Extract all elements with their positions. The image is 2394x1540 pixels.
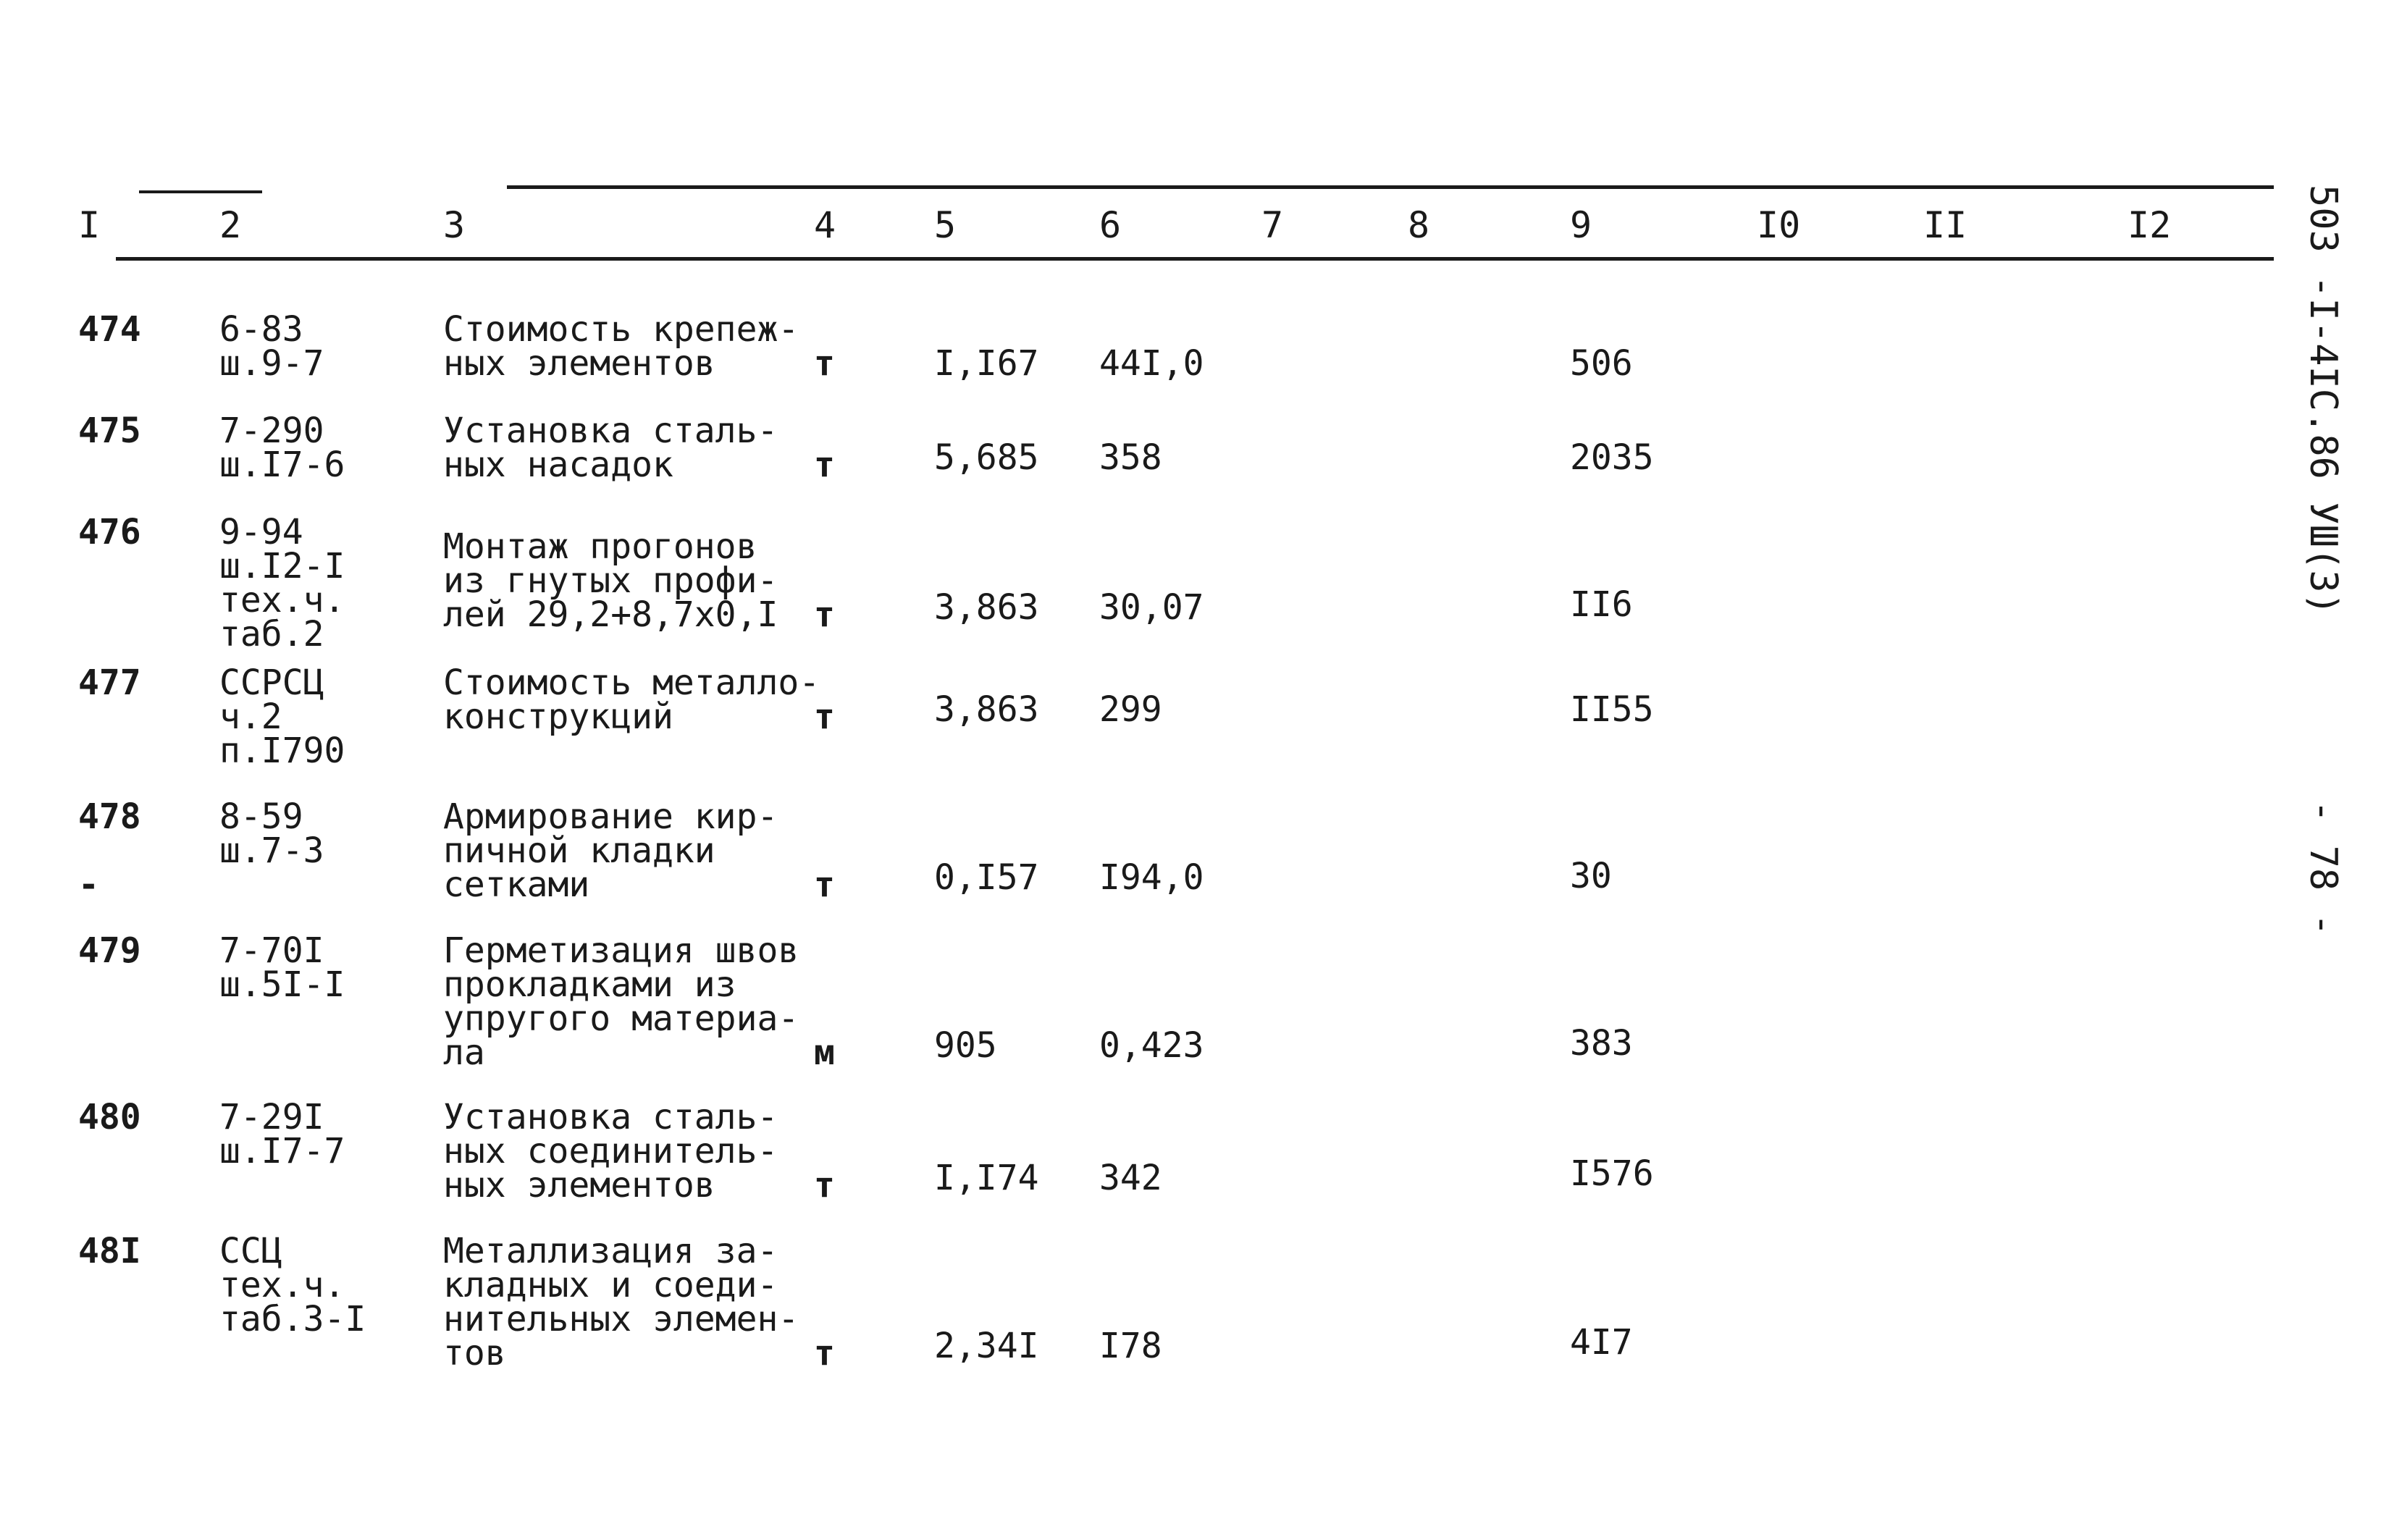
row-number: 474: [78, 309, 141, 350]
total-cost: 2035: [1570, 437, 1654, 478]
rate-code: 7-70I ш.5I-I: [219, 930, 345, 1005]
row-number: 48I: [78, 1231, 141, 1271]
header-col-6: 6: [1099, 204, 1122, 246]
unit-price: I94,0: [1099, 857, 1204, 898]
header-col-12: I2: [2128, 204, 2172, 246]
unit-price: 44I,0: [1099, 343, 1204, 384]
document-code: 503 -I-4IС.86 УШ(3): [2301, 185, 2345, 615]
total-cost: I576: [1570, 1153, 1654, 1194]
header-col-3: 3: [443, 204, 466, 246]
header-bottom-rule: [116, 257, 2274, 261]
top-rule-main: [507, 185, 2274, 189]
unit: т: [814, 1165, 835, 1206]
header-col-4: 4: [814, 204, 836, 246]
work-description: Стоимость крепеж- ных элементов: [443, 309, 799, 384]
top-rule-left: [139, 190, 262, 193]
unit: т: [814, 1333, 835, 1373]
header-col-10: I0: [1757, 204, 1801, 246]
rate-code: ССРСЦ ч.2 п.I790: [219, 662, 345, 771]
work-description: Металлизация за- кладных и соеди- нительных элемен- тов: [443, 1231, 799, 1373]
row-number: 479: [78, 930, 141, 971]
side-margin: [2294, 185, 2346, 981]
header-col-2: 2: [219, 204, 242, 246]
rate-code: ССЦ тех.ч. таб.3-I: [219, 1231, 366, 1339]
header-col-8: 8: [1408, 204, 1430, 246]
page-number: - 78 -: [2301, 800, 2345, 936]
quantity: 5,685: [934, 437, 1039, 478]
quantity: 2,34I: [934, 1326, 1039, 1366]
quantity: 3,863: [934, 587, 1039, 628]
quantity: I,I74: [934, 1158, 1039, 1198]
unit-price: 342: [1099, 1158, 1162, 1198]
row-mark: -: [78, 864, 99, 905]
row-number: 478: [78, 796, 141, 837]
quantity: 905: [934, 1025, 997, 1066]
header-col-5: 5: [934, 204, 957, 246]
unit: т: [814, 445, 835, 485]
total-cost: 30: [1570, 856, 1612, 896]
unit: т: [814, 864, 835, 905]
rate-code: 7-290 ш.I7-6: [219, 411, 345, 485]
row-number: 476: [78, 512, 141, 552]
unit: т: [814, 343, 835, 384]
row-number: 480: [78, 1097, 141, 1137]
work-description: Стоимость металло- конструкций: [443, 662, 820, 737]
total-cost: 383: [1570, 1023, 1633, 1064]
total-cost: 4I7: [1570, 1322, 1633, 1363]
quantity: I,I67: [934, 343, 1039, 384]
work-description: Установка сталь- ных насадок: [443, 411, 778, 485]
unit-price: I78: [1099, 1326, 1162, 1366]
rate-code: 8-59 ш.7-3: [219, 796, 324, 871]
rate-code: 6-83 ш.9-7: [219, 309, 324, 384]
quantity: 0,I57: [934, 857, 1039, 898]
work-description: Установка сталь- ных соединитель- ных элементов: [443, 1097, 778, 1206]
work-description: Герметизация швов прокладками из упругого материа- ла: [443, 930, 799, 1073]
work-description: Монтаж прогонов из гнутых профи- лей 29,2+8,7х0,I: [443, 526, 778, 635]
unit-price: 299: [1099, 689, 1162, 730]
total-cost: II55: [1570, 689, 1654, 730]
row-number: 477: [78, 662, 141, 703]
unit: т: [814, 594, 835, 635]
header-col-9: 9: [1570, 204, 1592, 246]
unit-price: 358: [1099, 437, 1162, 478]
header-col-11: II: [1923, 204, 1967, 246]
unit-price: 30,07: [1099, 587, 1204, 628]
unit: т: [814, 697, 835, 737]
rate-code: 7-29I ш.I7-7: [219, 1097, 345, 1171]
quantity: 3,863: [934, 689, 1039, 730]
work-description: Армирование кир- пичной кладки сетками: [443, 796, 778, 905]
header-col-7: 7: [1261, 204, 1284, 246]
total-cost: 506: [1570, 343, 1633, 384]
row-number: 475: [78, 411, 141, 451]
total-cost: II6: [1570, 584, 1633, 625]
header-col-1: I: [78, 204, 101, 246]
rate-code: 9-94 ш.I2-I тех.ч. таб.2: [219, 512, 345, 655]
unit-price: 0,423: [1099, 1025, 1204, 1066]
unit: м: [814, 1032, 835, 1073]
